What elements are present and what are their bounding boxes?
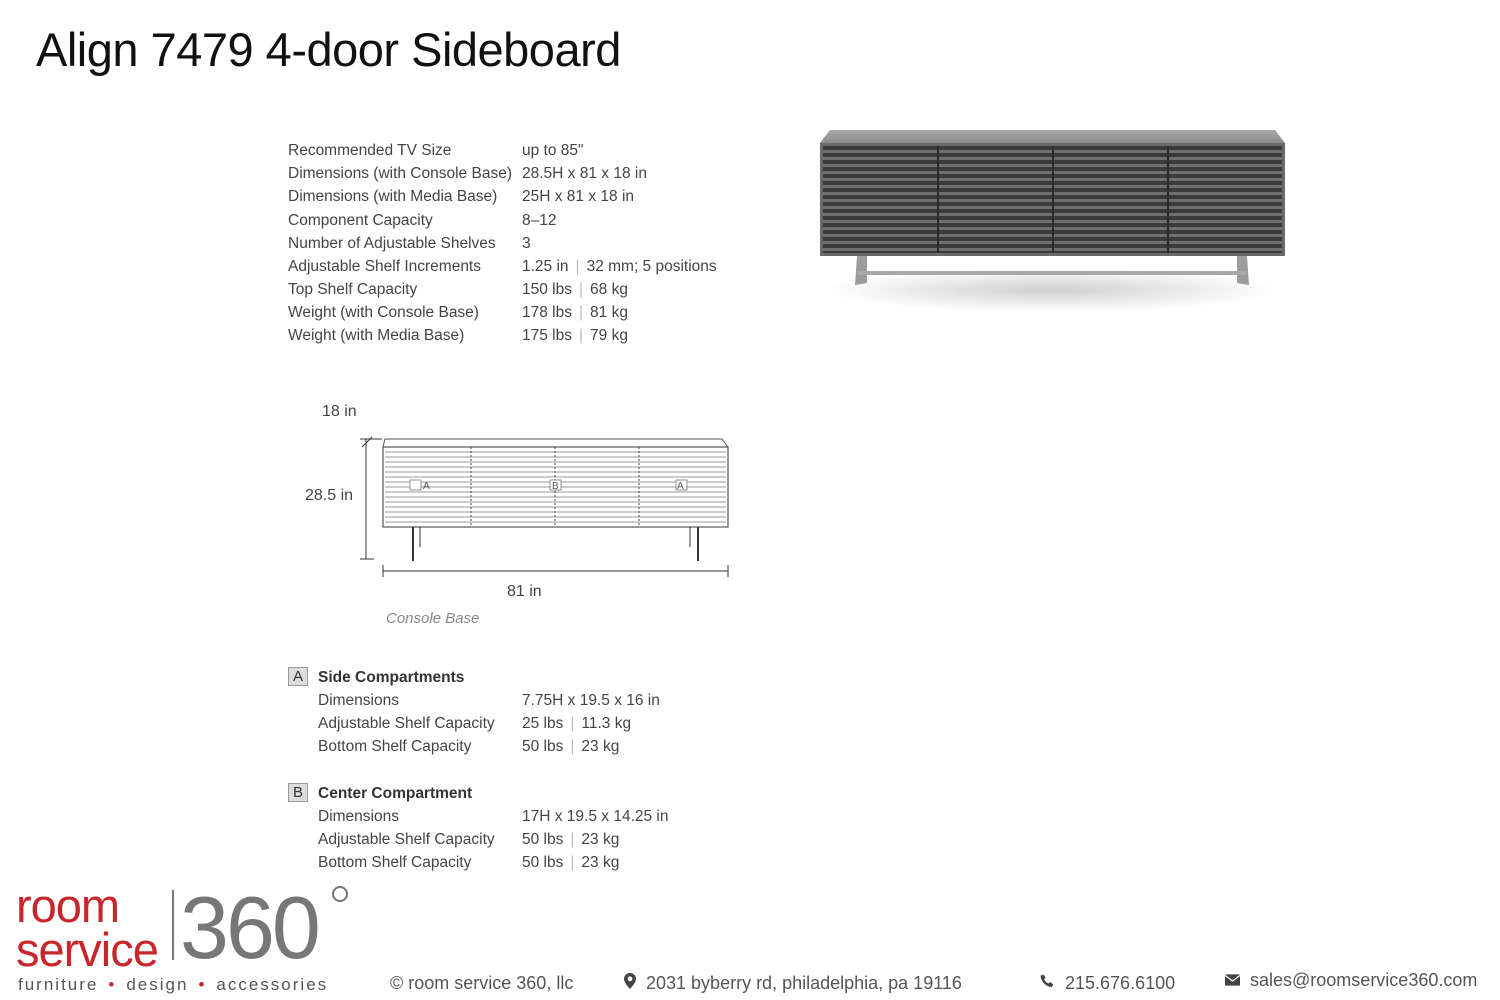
phone-icon [1040, 973, 1055, 994]
spec-value: 3 [522, 235, 531, 252]
spec-value-metric: 23 kg [581, 831, 620, 848]
compartment-a [288, 667, 728, 757]
logo-degree-mark [332, 886, 348, 902]
depth-dimension: 18 in [322, 403, 357, 420]
tagline-word: design [126, 975, 189, 994]
value-separator: | [570, 738, 575, 755]
value-separator: | [570, 854, 575, 871]
sideboard-outline [290, 435, 750, 635]
spec-value-metric: 11.3 kg [581, 715, 632, 732]
dimension-drawing [290, 395, 750, 635]
spec-label: Top Shelf Capacity [288, 281, 418, 298]
spec-label: Bottom Shelf Capacity [318, 738, 472, 755]
spec-value [522, 281, 628, 299]
spec-value: up to 85" [522, 142, 584, 159]
drawing-door-label: B [552, 481, 559, 492]
width-dimension: 81 in [507, 583, 542, 600]
spec-value [522, 304, 628, 322]
spec-value: 28.5H x 81 x 18 in [522, 165, 647, 182]
logo-tagline [18, 975, 328, 995]
value-separator: | [578, 327, 584, 344]
spec-value-metric: 23 kg [581, 738, 620, 755]
logo-room: room [16, 879, 120, 932]
value-separator: | [570, 715, 575, 732]
spec-value-imperial: 50 lbs [522, 831, 564, 848]
compartment-title: Center Compartment [318, 785, 473, 802]
spec-value-imperial: 50 lbs [522, 854, 564, 871]
drawing-caption: Console Base [386, 610, 480, 627]
spec-table [288, 142, 728, 352]
footer-email[interactable] [1225, 970, 1477, 991]
tagline-word: accessories [216, 975, 329, 994]
spec-value-imperial: 150 lbs [522, 281, 572, 298]
spec-label: Dimensions (with Console Base) [288, 165, 512, 182]
spec-label: Dimensions [318, 692, 399, 709]
value-separator: | [578, 281, 584, 298]
logo-360: 360 [180, 878, 318, 977]
spec-value-metric: 79 kg [590, 327, 628, 344]
map-marker-icon [624, 973, 636, 994]
address-text: 2031 byberry rd, philadelphia, pa 19116 [646, 973, 962, 993]
compartment-b [288, 783, 728, 873]
footer-phone[interactable] [1040, 973, 1175, 994]
spec-value: 25H x 81 x 18 in [522, 188, 635, 205]
spec-label: Dimensions [318, 808, 399, 825]
drawing-door-label: A [677, 481, 684, 492]
tagline-dot: • [108, 975, 117, 994]
spec-value: 8–12 [522, 212, 557, 229]
spec-value-metric: 81 kg [590, 304, 628, 321]
logo-divider [172, 890, 174, 960]
product-photo [815, 125, 1295, 345]
spec-value: 7.75H x 19.5 x 16 in [522, 692, 660, 709]
spec-value-imperial: 25 lbs [522, 715, 564, 732]
spec-value [522, 738, 619, 756]
spec-value [522, 715, 631, 733]
spec-value-metric: 32 mm; 5 positions [586, 258, 717, 275]
spec-label: Adjustable Shelf Increments [288, 258, 481, 275]
spec-label: Bottom Shelf Capacity [318, 854, 472, 871]
spec-value-metric: 68 kg [590, 281, 628, 298]
spec-label: Adjustable Shelf Capacity [318, 715, 495, 732]
page-title: Align 7479 4-door Sideboard [36, 23, 621, 76]
height-dimension: 28.5 in [305, 487, 354, 504]
spec-value-imperial: 178 lbs [522, 304, 572, 321]
spec-value [522, 854, 619, 872]
spec-value-metric: 23 kg [581, 854, 620, 871]
spec-label: Component Capacity [288, 212, 433, 229]
drawing-door-label: A [423, 481, 430, 492]
value-separator: | [570, 831, 575, 848]
spec-value: 17H x 19.5 x 14.25 in [522, 808, 669, 825]
footer-copyright: © room service 360, llc [390, 973, 574, 993]
spec-value [522, 258, 717, 276]
spec-label: Adjustable Shelf Capacity [318, 831, 495, 848]
email-link[interactable]: sales@roomservice360.com [1250, 970, 1478, 990]
spec-label: Dimensions (with Media Base) [288, 188, 498, 205]
logo-wordmark [16, 879, 158, 976]
spec-label: Weight (with Media Base) [288, 327, 465, 344]
spec-value-imperial: 50 lbs [522, 738, 564, 755]
value-separator: | [578, 304, 584, 321]
logo-service: service [16, 923, 158, 976]
footer-address [624, 973, 962, 994]
spec-value [522, 831, 619, 849]
compartment-badge: A [288, 667, 308, 686]
envelope-icon [1225, 970, 1240, 991]
compartment-title: Side Compartments [318, 669, 465, 686]
tagline-word: furniture [18, 975, 99, 994]
value-separator: | [575, 258, 580, 275]
spec-value-imperial: 1.25 in [522, 258, 569, 275]
compartment-badge: B [288, 783, 308, 802]
spec-value-imperial: 175 lbs [522, 327, 572, 344]
phone-text[interactable]: 215.676.6100 [1065, 973, 1176, 993]
tagline-dot: • [198, 975, 207, 994]
spec-label: Recommended TV Size [288, 142, 452, 159]
spec-value [522, 327, 628, 345]
spec-label: Number of Adjustable Shelves [288, 235, 496, 252]
spec-label: Weight (with Console Base) [288, 304, 479, 321]
